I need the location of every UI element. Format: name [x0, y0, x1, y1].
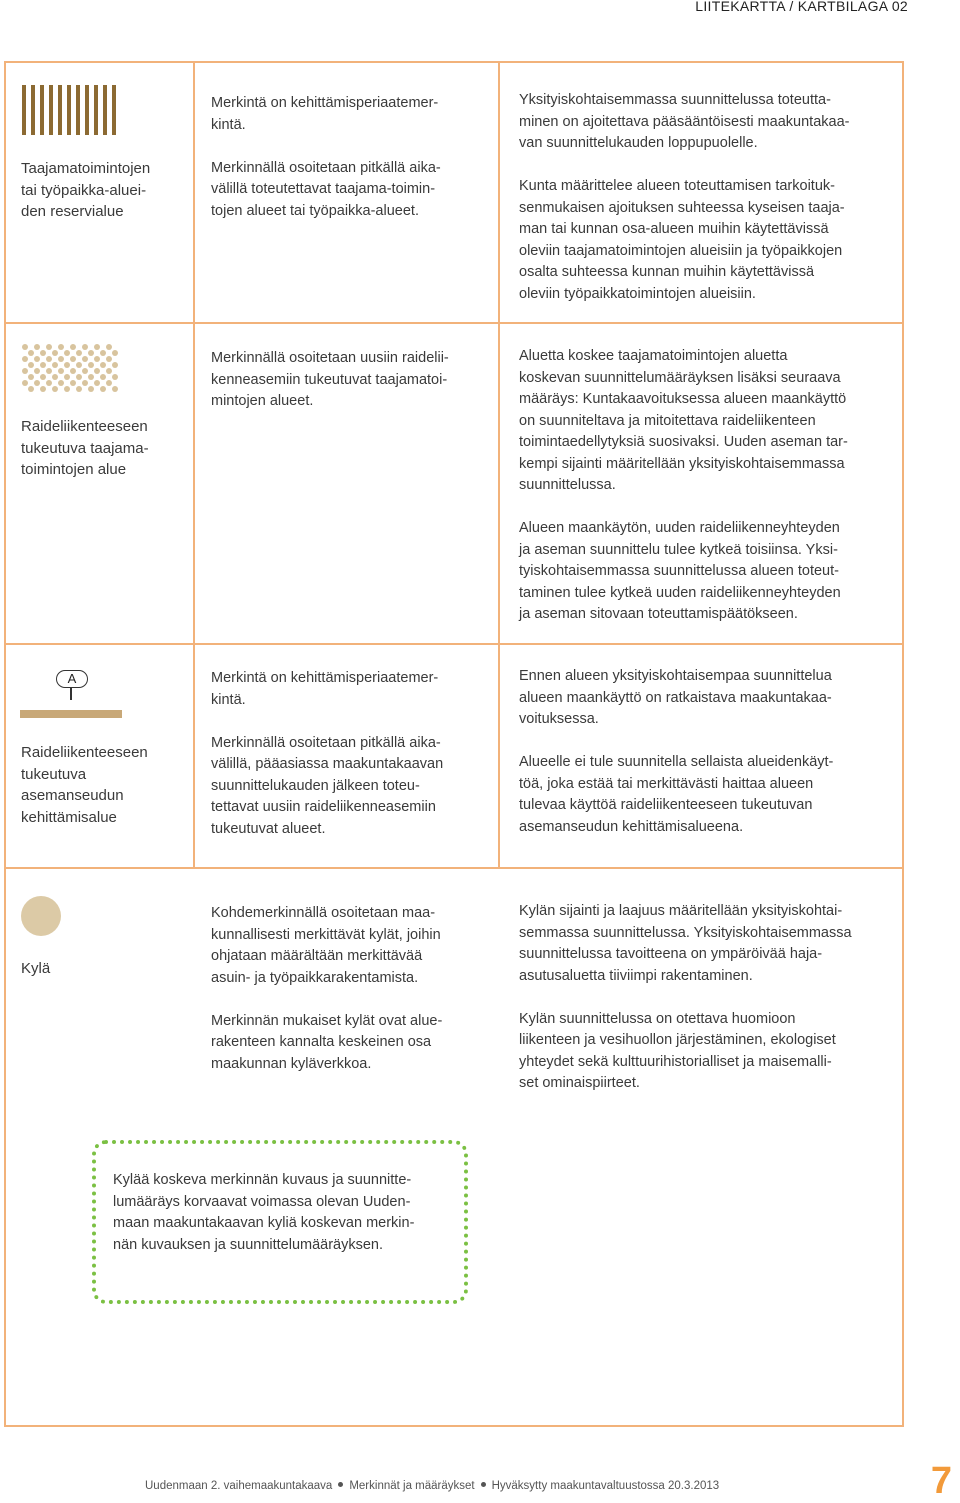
column-divider: [193, 61, 195, 869]
legend-description: Merkintä on kehittämisperiaatemer- kintä. Merkinnällä osoitetaan pitkällä aika- välillä, pääasiassa maakuntakaavan suunnittelukauden jälkeen toteu- tettavat uusiin raideliikenneasemiin tukeutuvat alueet.: [211, 670, 444, 837]
row-divider: [4, 867, 904, 869]
row-divider: [4, 643, 904, 645]
footer-approval: Hyväksytty maakuntavaltuustossa 20.3.2013: [491, 1480, 720, 1492]
legend-description: Kohdemerkinnällä osoitetaan maa- kunnallisesti merkittävät kylät, joihin ohjataan määrältään merkittävää asuin- ja työpaikkarakentamista. Merkinnän mukaiset kylät ovat alue- rakenteen kannalta keskeinen osa maakunnan kyläverkkoa.: [211, 905, 443, 1072]
legend-label: Taajamatoimintojen tai työpaikka-aluei- den reservialue: [21, 160, 151, 220]
row-divider: [4, 322, 904, 324]
page-number: 7: [930, 1460, 952, 1502]
planning-regulation: Kylän sijainti ja laajuus määritellään yksityiskohtai- semmassa suunnittelussa. Yksityiskohtaisemmassa suunnittelussa tavoitteena on ympäröivää haja- asutusaluetta tiiviimpi rakentaminen. Kylän suunnittelussa on otettava huomioon liikenteen ja vesihuollon järjestäminen, ekologiset yhteydet sekä kulttuurihistorialliset ja maisemalli- set ominaispiirteet.: [519, 903, 852, 1091]
column-divider: [498, 61, 500, 869]
legend-description: Merkintä on kehittämisperiaatemer- kintä. Merkinnällä osoitetaan pitkällä aika- välillä toteutettavat taajama-toimin- tojen alueet tai työpaikka-alueet.: [211, 95, 441, 219]
page-footer: [145, 1480, 719, 1492]
legend-label: Kylä: [21, 960, 51, 977]
village-circle-symbol: [21, 896, 61, 936]
map-appendix-label: LIITEKARTTA / KARTBILAGA 02: [695, 0, 908, 14]
footer-section: Merkinnät ja määräykset: [349, 1480, 475, 1492]
legend-label: Raideliikenteeseen tukeutuva asemanseudun kehittämisalue: [21, 744, 148, 826]
station-area-symbol: [20, 670, 124, 722]
footer-plan-name: Uudenmaan 2. vaihemaakuntakaava: [145, 1480, 333, 1492]
reserve-area-hatch-symbol: [22, 85, 116, 135]
planning-regulation: Yksityiskohtaisemmassa suunnittelussa toteutta- minen on ajoitettava pääsääntöisesti maakuntakaa- van suunnittelukauden loppupuolelle. Kunta määrittelee alueen toteuttamisen tarkoituk- senmukaisen ajoituksen suhteessa kyseisen taaja- man tai kunnan osa-alueen muihin käytettävissä oleviin taajamatoimintojen alueisiin ja työpaikkojen osalta suhteessa kunnan muihin käytettävissä oleviin työpaikkatoimintojen alueisiin.: [519, 92, 850, 302]
legend-label: Raideliikenteeseen tukeutuva taajama- toimintojen alue: [21, 418, 149, 478]
rail-area-dot-pattern-symbol: [22, 344, 118, 392]
station-letter: A: [56, 670, 88, 688]
legend-description: Merkinnällä osoitetaan uusiin raidelii- kenneasemiin tukeutuvat taajamatoi- mintojen alueet.: [211, 350, 449, 409]
planning-regulation: Aluetta koskee taajamatoimintojen aluetta koskevan suunnittelumääräyksen lisäksi seuraava määräys: Kuntakaavoituksessa alueen maankäyttö on suunniteltava ja mitoitettava raideliikenteen toimintaedellytyksiä suosivaksi. Uuden aseman tar- kempi sijainti määritellään yksityiskohtaisemmassa suunnittelussa. Alueen maankäytön, uuden raideliikenneyhteyden ja aseman suunnittelu tulee kytkeä toisiinsa. Yksi- tyiskohtaisemmassa suunnittelussa alueen toteut- taminen tulee kytkeä uuden raideliikenneyhteyden ja aseman sitovaan toteuttamispäätökseen.: [519, 348, 848, 622]
planning-regulation: Ennen alueen yksityiskohtaisempaa suunnittelua alueen maankäyttö on ratkaistava maakuntakaa- voituksessa. Alueelle ei tule suunnitella sellaista alueidenkäyt- töä, joka estää tai merkittävästi haittaa alueen tulevaa käyttöä raideliikenteeseen tukeutuvan asemanseudun kehittämisalueena.: [519, 668, 834, 835]
village-note-text: Kylää koskeva merkinnän kuvaus ja suunnitte- lumääräys korvaavat voimassa olevan Uuden- maan maakuntakaavan kyliä koskevan merkin- nän kuvauksen ja suunnittelumääräyksen.: [113, 1172, 415, 1253]
